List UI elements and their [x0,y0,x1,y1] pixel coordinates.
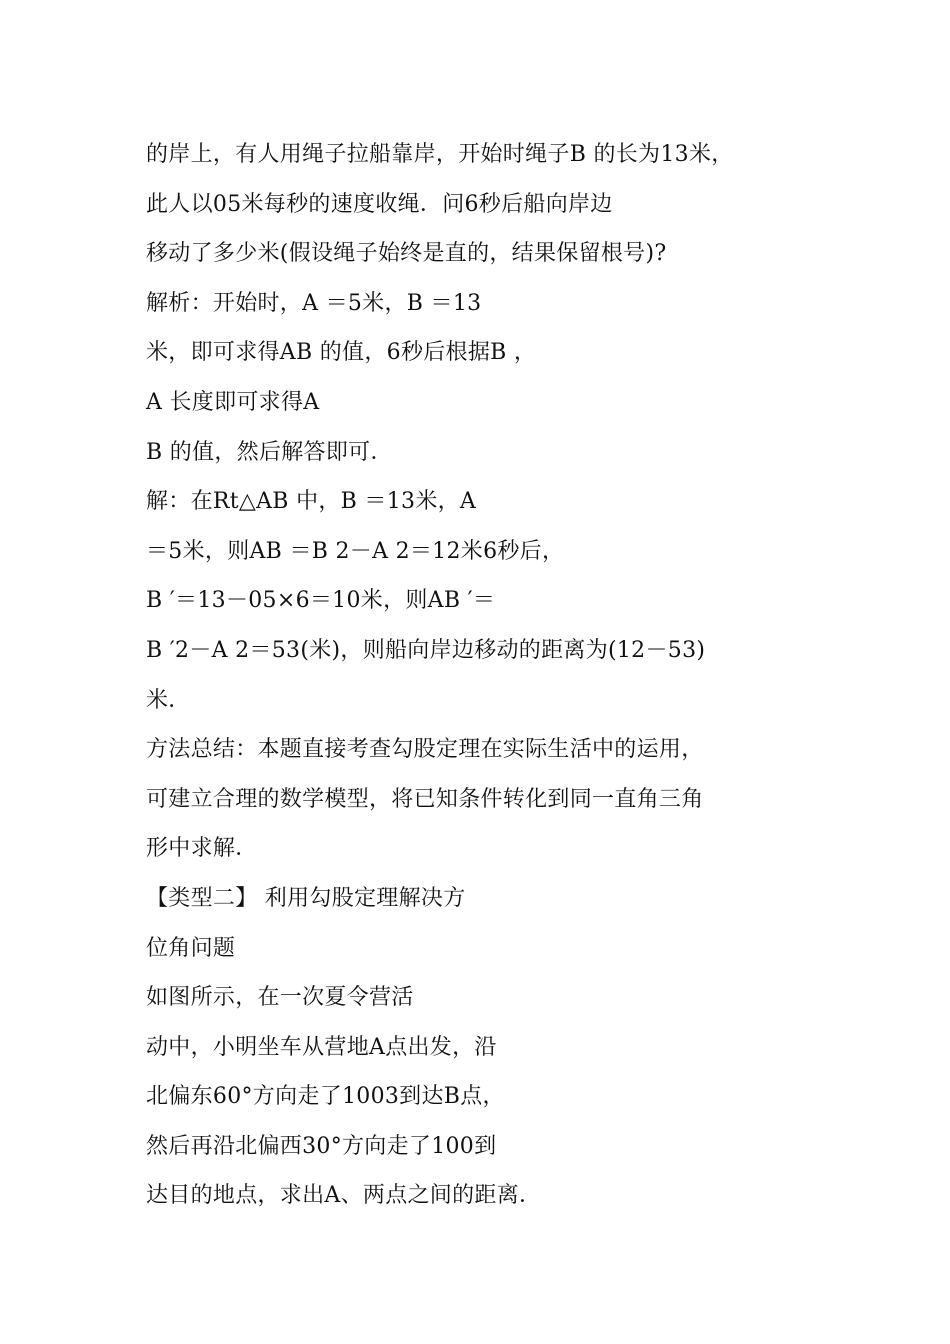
text-line: 如图所示，在一次夏令营活 [146,985,414,1011]
text-line: 达目的地点，求出A、两点之间的距离． [146,1183,542,1209]
text-line: 方法总结：本题直接考查勾股定理在实际生活中的运用， [146,737,704,763]
text-line: 北偏东60°方向走了1003到达B点， [146,1084,505,1110]
text-line: 然后再沿北偏西30°方向走了100到 [146,1133,497,1159]
text-line: 动中，小明坐车从营地A点出发，沿 [146,1034,497,1060]
text-line: 的岸上，有人用绳子拉船靠岸，开始时绳子B 的长为13米， [146,142,734,167]
text-line: 解析：开始时，A ＝5米，B ＝13 [146,290,482,316]
text-line: 米． [146,687,191,713]
text-line: 形中求解． [146,836,258,862]
section-heading: 【类型二】 利用勾股定理解决方 [146,885,466,911]
text-line: 移动了多少米(假设绳子始终是直的，结果保留根号)? [146,241,667,267]
text-line: 此人以05米每秒的速度收绳．问6秒后船向岸边 [146,191,613,217]
text-line: 可建立合理的数学模型，将已知条件转化到同一直角三角 [146,786,704,812]
text-line: B ′2－A 2＝53(米)，则船向岸边移动的距离为(12－53) [146,637,706,663]
text-line: 解：在Rt△AB 中，B ＝13米，A [146,489,477,515]
text-line: 米，即可求得AB 的值，6秒后根据B ， [146,340,537,366]
text-line: B 的值，然后解答即可． [146,439,393,465]
text-line: ＝5米，则AB ＝B 2－A 2＝12米6秒后， [146,538,565,564]
text-line: B ′＝13－05×6＝10米，则AB ′＝ [146,588,496,614]
text-line: A 长度即可求得A [146,389,320,415]
document-body [146,130,836,1221]
text-line: 位角问题 [146,935,236,961]
